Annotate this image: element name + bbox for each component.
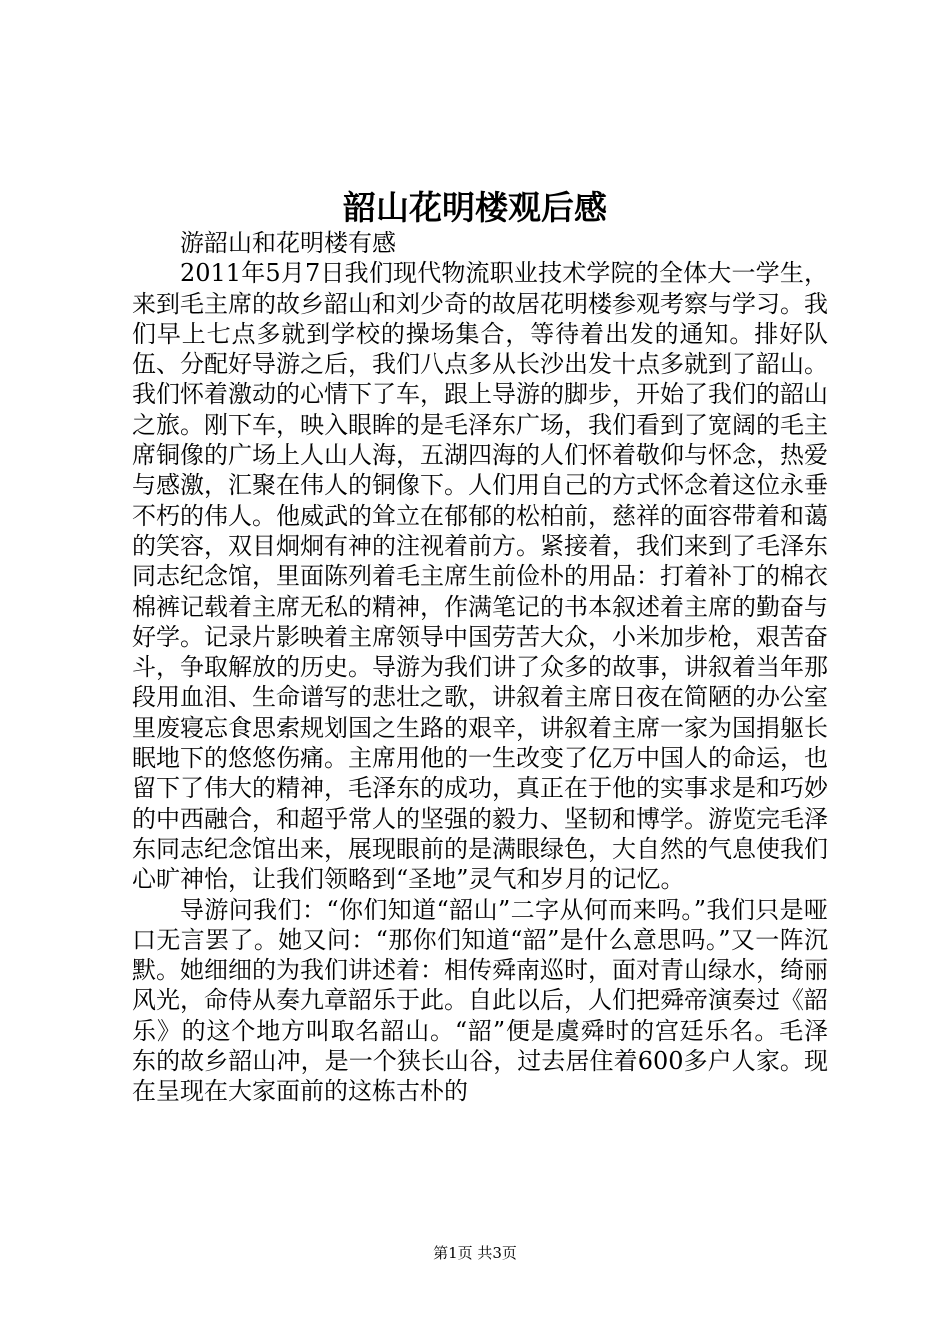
document-body xyxy=(132,228,828,1107)
page-footer: 第1页 共3页 xyxy=(433,1244,517,1262)
paragraph-subtitle: 游韶山和花明楼有感 xyxy=(180,229,396,257)
document-title: 韶山花明楼观后感 xyxy=(343,188,607,227)
paragraph: 导游问我们：“你们知道“韶山”二字从何而来吗。”我们只是哑口无言罢了。她又问：“那你们知道“韶”是什么意思吗。”又一阵沉默。她细细的为我们讲述着：相传舜南巡时，面对青山绿水，绮丽风光，命侍从奏九章韶乐于此。自此以后，人们把舜帝演奏过《韶乐》的这个地方叫取名韶山。“韶”便是虞舜时的宫廷乐名。毛泽东的故乡韶山冲，是一个狭长山谷，过去居住着600多户人家。现在呈现在大家面前的这栋古朴的 xyxy=(132,895,828,1106)
paragraph: 2011年5月7日我们现代物流职业技术学院的全体大一学生，来到毛主席的故乡韶山和刘少奇的故居花明楼参观考察与学习。我们早上七点多就到学校的操场集合，等待着出发的通知。排好队伍、分配好导游之后，我们八点多从长沙出发十点多就到了韶山。我们怀着激动的心情下了车，跟上导游的脚步，开始了我们的韶山之旅。刚下车，映入眼眸的是毛泽东广场，我们看到了宽阔的毛主席铜像的广场上人山人海，五湖四海的人们怀着敬仰与怀念，热爱与感激，汇聚在伟人的铜像下。人们用自己的方式怀念着这位永垂不朽的伟人。他威武的耸立在郁郁的松柏前，慈祥的面容带着和蔼的笑容，双目炯炯有神的注视着前方。紧接着，我们来到了毛泽东同志纪念馆，里面陈列着毛主席生前俭朴的用品：打着补丁的棉衣棉裤记载着主席无私的精神，作满笔记的书本叙述着主席的勤奋与好学。记录片影映着主席领导中国劳苦大众，小米加步枪，艰苦奋斗，争取解放的历史。导游为我们讲了众多的故事，讲叙着当年那段用血泪、生命谱写的悲壮之歌，讲叙着主席日夜在简陋的办公室里废寝忘食思索规划国之生路的艰辛，讲叙着主席一家为国捐躯长眠地下的悠悠伤痛。主席用他的一生改变了亿万中国人的命运，也留下了伟大的精神，毛泽东的成功，真正在于他的实事求是和巧妙的中西融合，和超乎常人的坚强的毅力、坚韧和博学。游览完毛泽东同志纪念馆出来，展现眼前的是满眼绿色，大自然的气息使我们心旷神怡，让我们领略到“圣地”灵气和岁月的记忆。 xyxy=(132,259,828,894)
